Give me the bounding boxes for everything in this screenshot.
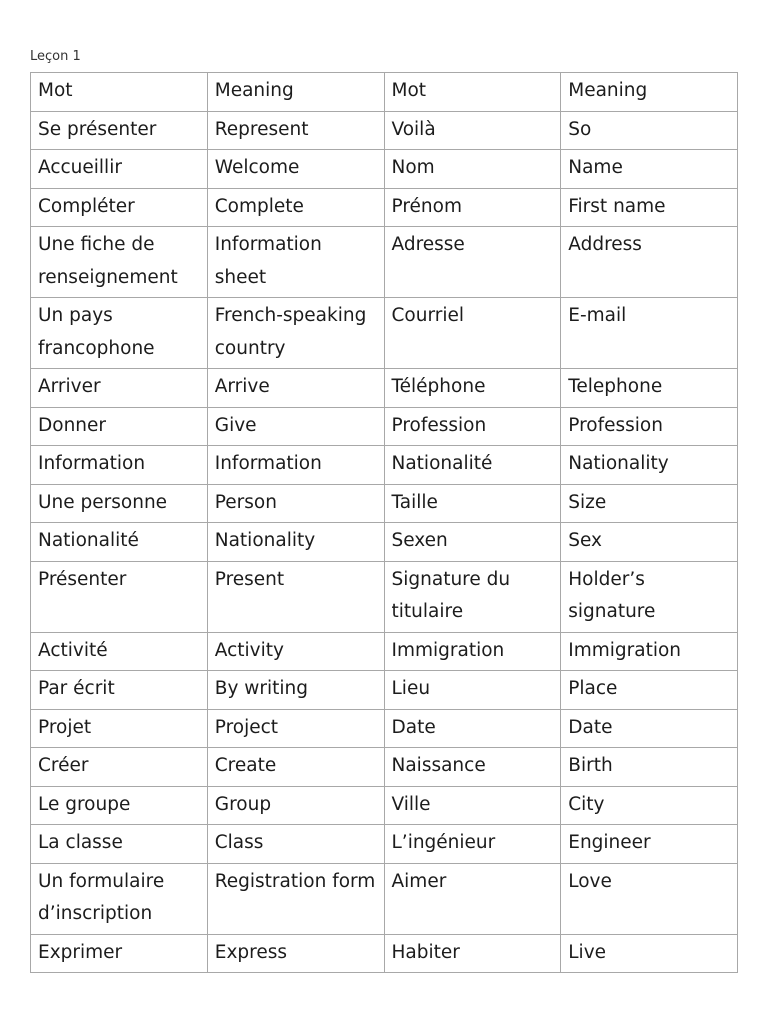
table-row — [31, 150, 738, 189]
english-meaning-cell: E-mail — [561, 298, 738, 369]
english-meaning-cell: French-speaking country — [207, 298, 384, 369]
english-meaning-cell: By writing — [207, 671, 384, 710]
french-word-cell: Voilà — [384, 111, 561, 150]
french-word-cell: Projet — [31, 709, 208, 748]
french-word-cell: Exprimer — [31, 934, 208, 973]
french-word-cell: Compléter — [31, 188, 208, 227]
french-word-cell: Nationalité — [31, 523, 208, 562]
vocabulary-table-body — [31, 73, 738, 973]
table-row — [31, 561, 738, 632]
table-row — [31, 407, 738, 446]
table-row — [31, 484, 738, 523]
table-row — [31, 369, 738, 408]
french-word-cell: Aimer — [384, 863, 561, 934]
english-meaning-cell: Complete — [207, 188, 384, 227]
vocabulary-table — [30, 72, 738, 973]
french-word-cell: Arriver — [31, 369, 208, 408]
french-word-cell: Nationalité — [384, 446, 561, 485]
french-word-cell: Taille — [384, 484, 561, 523]
english-meaning-cell: Express — [207, 934, 384, 973]
column-header: Mot — [31, 73, 208, 112]
table-row — [31, 111, 738, 150]
french-word-cell: Un formulaire d’inscription — [31, 863, 208, 934]
french-word-cell: Créer — [31, 748, 208, 787]
table-row — [31, 934, 738, 973]
french-word-cell: Donner — [31, 407, 208, 446]
french-word-cell: Un pays francophone — [31, 298, 208, 369]
french-word-cell: Signature du titulaire — [384, 561, 561, 632]
english-meaning-cell: Telephone — [561, 369, 738, 408]
english-meaning-cell: Information — [207, 446, 384, 485]
english-meaning-cell: Live — [561, 934, 738, 973]
english-meaning-cell: Address — [561, 227, 738, 298]
english-meaning-cell: Place — [561, 671, 738, 710]
english-meaning-cell: Person — [207, 484, 384, 523]
english-meaning-cell: Project — [207, 709, 384, 748]
french-word-cell: Le groupe — [31, 786, 208, 825]
english-meaning-cell: Represent — [207, 111, 384, 150]
english-meaning-cell: Nationality — [561, 446, 738, 485]
english-meaning-cell: Holder’s signature — [561, 561, 738, 632]
french-word-cell: La classe — [31, 825, 208, 864]
table-row — [31, 298, 738, 369]
french-word-cell: Une fiche de renseignement — [31, 227, 208, 298]
french-word-cell: Téléphone — [384, 369, 561, 408]
french-word-cell: Activité — [31, 632, 208, 671]
table-row — [31, 446, 738, 485]
table-row — [31, 188, 738, 227]
table-header-row — [31, 73, 738, 112]
table-row — [31, 748, 738, 787]
english-meaning-cell: First name — [561, 188, 738, 227]
french-word-cell: Par écrit — [31, 671, 208, 710]
column-header: Meaning — [207, 73, 384, 112]
table-row — [31, 709, 738, 748]
english-meaning-cell: Arrive — [207, 369, 384, 408]
english-meaning-cell: Registration form — [207, 863, 384, 934]
english-meaning-cell: Create — [207, 748, 384, 787]
english-meaning-cell: Name — [561, 150, 738, 189]
english-meaning-cell: So — [561, 111, 738, 150]
french-word-cell: Habiter — [384, 934, 561, 973]
english-meaning-cell: Birth — [561, 748, 738, 787]
column-header: Mot — [384, 73, 561, 112]
english-meaning-cell: Present — [207, 561, 384, 632]
english-meaning-cell: Love — [561, 863, 738, 934]
table-row — [31, 786, 738, 825]
french-word-cell: Se présenter — [31, 111, 208, 150]
english-meaning-cell: Information sheet — [207, 227, 384, 298]
table-row — [31, 632, 738, 671]
french-word-cell: Profession — [384, 407, 561, 446]
lesson-title: Leçon 1 — [30, 49, 81, 64]
french-word-cell: Immigration — [384, 632, 561, 671]
french-word-cell: Adresse — [384, 227, 561, 298]
french-word-cell: Accueillir — [31, 150, 208, 189]
table-row — [31, 671, 738, 710]
french-word-cell: Ville — [384, 786, 561, 825]
french-word-cell: Lieu — [384, 671, 561, 710]
english-meaning-cell: Immigration — [561, 632, 738, 671]
french-word-cell: Prénom — [384, 188, 561, 227]
column-header: Meaning — [561, 73, 738, 112]
french-word-cell: Sexen — [384, 523, 561, 562]
french-word-cell: L’ingénieur — [384, 825, 561, 864]
french-word-cell: Naissance — [384, 748, 561, 787]
english-meaning-cell: Activity — [207, 632, 384, 671]
french-word-cell: Une personne — [31, 484, 208, 523]
english-meaning-cell: Sex — [561, 523, 738, 562]
english-meaning-cell: Engineer — [561, 825, 738, 864]
french-word-cell: Nom — [384, 150, 561, 189]
english-meaning-cell: Welcome — [207, 150, 384, 189]
english-meaning-cell: Nationality — [207, 523, 384, 562]
english-meaning-cell: City — [561, 786, 738, 825]
table-row — [31, 863, 738, 934]
french-word-cell: Présenter — [31, 561, 208, 632]
english-meaning-cell: Group — [207, 786, 384, 825]
english-meaning-cell: Class — [207, 825, 384, 864]
table-row — [31, 825, 738, 864]
english-meaning-cell: Date — [561, 709, 738, 748]
table-row — [31, 523, 738, 562]
french-word-cell: Courriel — [384, 298, 561, 369]
english-meaning-cell: Give — [207, 407, 384, 446]
english-meaning-cell: Profession — [561, 407, 738, 446]
english-meaning-cell: Size — [561, 484, 738, 523]
french-word-cell: Information — [31, 446, 208, 485]
table-row — [31, 227, 738, 298]
french-word-cell: Date — [384, 709, 561, 748]
